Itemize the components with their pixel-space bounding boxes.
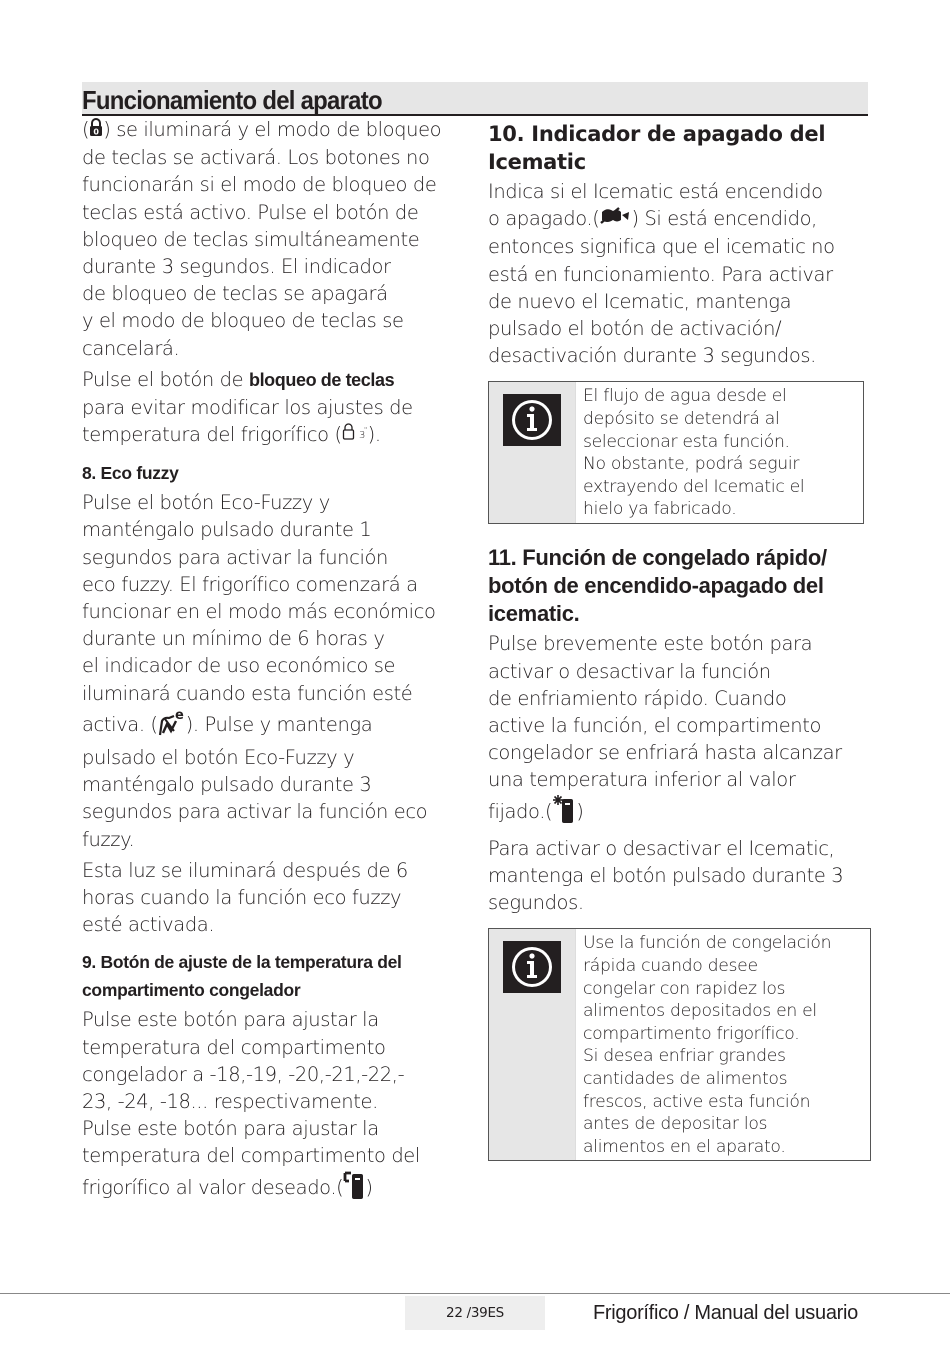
svg-text:e: e <box>174 707 184 723</box>
icematic-off-icon <box>599 206 631 233</box>
section-heading-quick-freeze: 11. Función de congelado rápido/ botón de encendido-apagado del icematic. <box>488 545 827 627</box>
info-icon <box>503 941 561 1000</box>
eco-fuzzy-icon <box>158 707 186 744</box>
document-title: Frigorífico / Manual del usuario <box>593 1302 858 1324</box>
page-header <box>82 82 868 116</box>
info-icon <box>503 394 561 453</box>
right-column <box>488 116 870 1181</box>
icematic-off-paragraph: Indica si el Icematic está encendido o apagado.( ) Si está encendido, entonces significa que el icematic no está en funcionamiento. Para activar de nuevo el Icematic, mantenga pulsado el botón de activación/ desactivación durante 3 segundos. <box>488 180 835 368</box>
section-heading-eco-fuzzy: 8. Eco fuzzy <box>82 463 179 484</box>
key-lock-paragraph: ( 0 ) se iluminará y el modo de bloqueo de teclas se activará. Los botones no funcionarán si el modo de bloqueo de teclas está activo. Pulse el botón de bloqueo de teclas simultáneamente durante 3 segundos. El indicador de bloqueo de teclas se apagará y el modo de bloqueo de teclas se cancelará. <box>82 118 442 360</box>
key-lock-button-paragraph: Pulse el botón de bloqueo de teclas para evitar modificar los ajustes de temperatura del frigorífico ( 3 " ). <box>82 366 462 450</box>
quick-freeze-icon <box>552 794 576 831</box>
page-number: 22 /39ES <box>405 1296 545 1330</box>
page-title: Funcionamiento del aparato <box>82 85 382 115</box>
left-column <box>82 116 462 1211</box>
icematic-toggle-paragraph: Para activar o desactivar el Icematic, mantenga el botón pulsado durante 3 segundos. <box>488 836 844 915</box>
section-heading-icematic-off: 10. Indicador de apagado del Icematic <box>488 122 826 174</box>
fridge-compartment-icon <box>343 1170 365 1207</box>
info-note-text: Use la función de congelación rápida cuando desee congelar con rapidez los alimentos depositados en el compartimento frigorífico. Si desea enfriar grandes cantidades de alimentos frescos, active esta función antes de depositar los alimentos en el aparato. <box>583 933 832 1157</box>
lock-3s-icon <box>342 422 368 449</box>
info-note-quick-freeze <box>488 928 871 1161</box>
svg-text:3: 3 <box>358 430 365 442</box>
info-note-water-flow <box>488 381 864 524</box>
freezer-temp-paragraph: Pulse este botón para ajustar la temperatura del compartimento congelador a -18,-19, -20,-21,-22,- 23, -24, -18... respectivamente. <box>82 1008 405 1114</box>
eco-fuzzy-paragraph: Pulse el botón Eco-Fuzzy y manténgalo pulsado durante 1 segundos para activar la función eco fuzzy. El frigorífico comenzará a funcionar en el modo más económico durante un mínimo de 6 horas y el indicador de uso económico se iluminará cuando esta función esté activa. ( e ). Pulse y mantenga pulsado el botón Eco-Fuzzy y manténgalo pulsado durante 3 segundos para activar la función eco fuzzy. <box>82 491 436 851</box>
section-heading-freezer-temp: 9. Botón de ajuste de la temperatura del compartimento congelador <box>82 952 402 1001</box>
quick-freeze-paragraph: Pulse brevemente este botón para activar o desactivar la función de enfriamiento rápido. Cuando active la función, el compartimento congelador se enfriará hasta alcanzar una temperatura inferior al valor fijado.( ) <box>488 630 870 830</box>
info-note-text: El flujo de agua desde el depósito se detendrá al seleccionar esta función. No obstante, podrá seguir extrayendo del Icematic el hielo ya fabricado. <box>583 386 805 520</box>
svg-text:": " <box>363 426 367 435</box>
eco-fuzzy-light-paragraph: Esta luz se iluminará después de 6 horas cuando la función eco fuzzy esté activada. <box>82 858 408 937</box>
lock-icon <box>89 117 103 144</box>
svg-text:0: 0 <box>93 127 99 137</box>
footer-divider <box>0 1293 950 1294</box>
fridge-temp-paragraph: Pulse este botón para ajustar la temperatura del compartimento del frigorífico al valor deseado.( ) <box>82 1115 462 1207</box>
